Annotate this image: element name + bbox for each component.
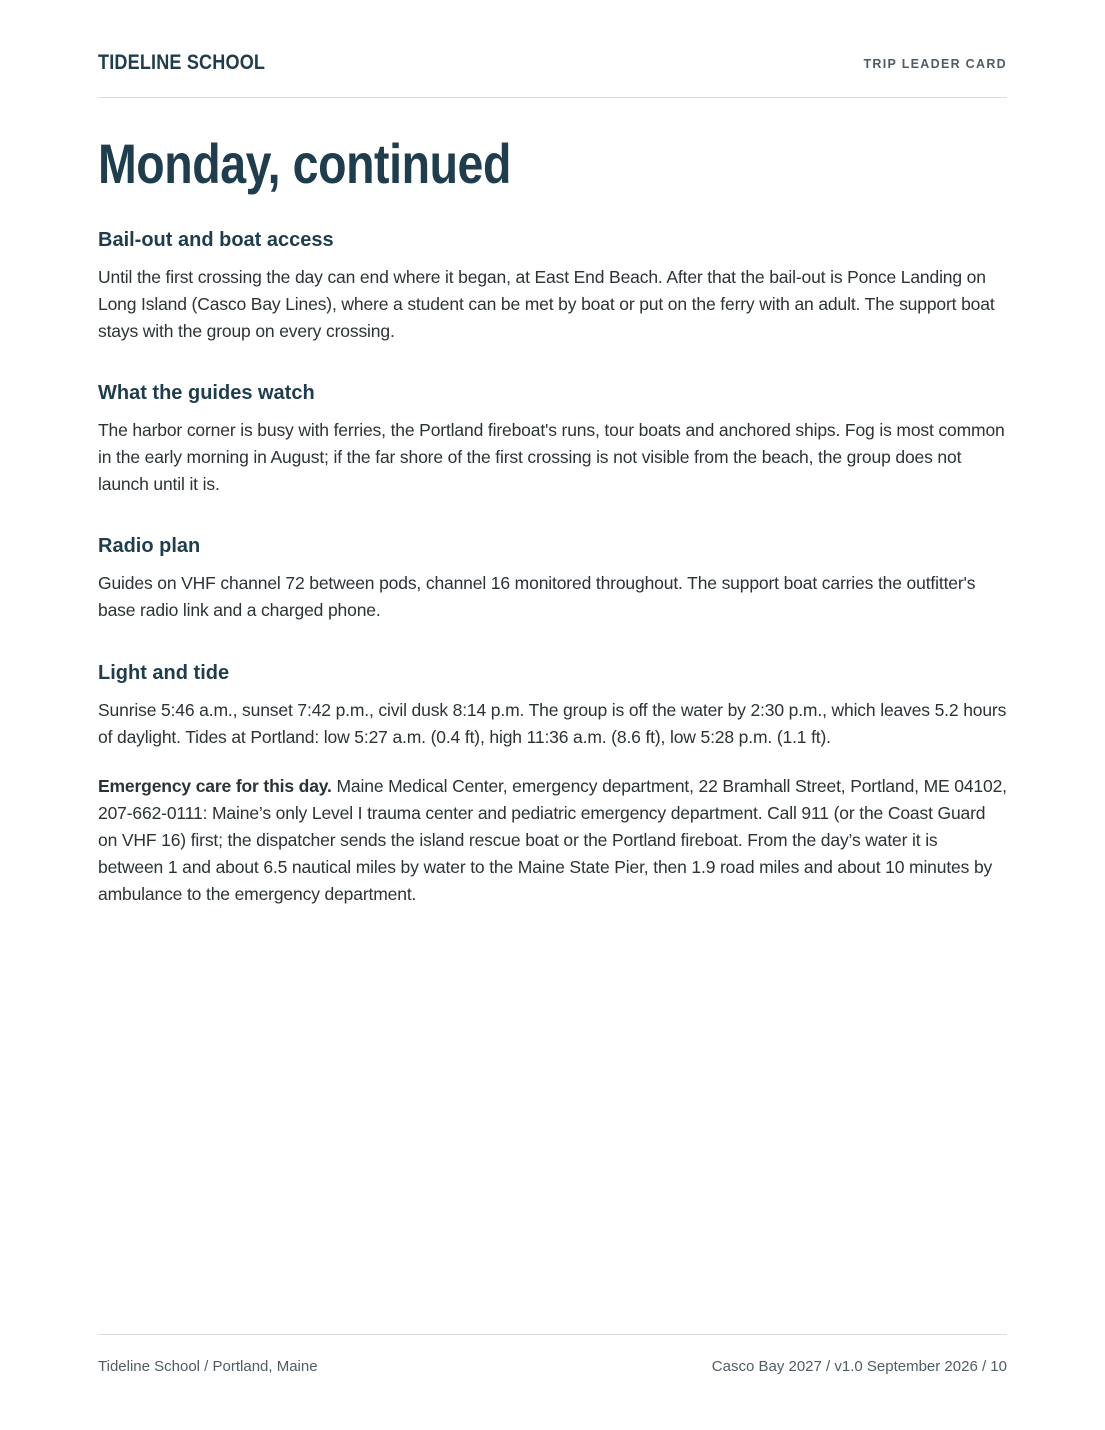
emergency-care-paragraph bbox=[98, 773, 1007, 908]
page-header bbox=[98, 50, 1007, 98]
section-bail-out bbox=[98, 226, 1007, 345]
document-page bbox=[98, 0, 1007, 1430]
section-light-and-tide bbox=[98, 659, 1007, 751]
emergency-care-body: Maine Medical Center, emergency department, 22 Bramhall Street, Portland, ME 04102, 207-662-0111: Maine’s only Level I trauma center and pediatric emergency department. Call 911 (or the Coast Guard on VHF 16) first; the dispatcher sends the island rescue boat or the Portland fireboat. From the day’s water it is between 1 and about 6.5 nautical miles by water to the Maine State Pier, then 1.9 road miles and about 10 minutes by ambulance to the emergency department. bbox=[98, 776, 1007, 904]
section-body: The harbor corner is busy with ferries, the Portland fireboat's runs, tour boats and anchored ships. Fog is most common in the early morning in August; if the far shore of the first crossing is not visible from the beach, the group does not launch until it is. bbox=[98, 420, 1005, 494]
section-body: Sunrise 5:46 a.m., sunset 7:42 p.m., civil dusk 8:14 p.m. The group is off the water by 2:30 p.m., which leaves 5.2 hours of daylight. Tides at Portland: low 5:27 a.m. (0.4 ft), high 11:36 a.m. (8.6 ft), low 5:28 p.m. (1.1 ft). bbox=[98, 700, 1007, 747]
section-radio-plan bbox=[98, 532, 1007, 624]
section-heading: Bail-out and boat access bbox=[98, 229, 334, 251]
section-body: Until the first crossing the day can end where it began, at East End Beach. After that the bail-out is Ponce Landing on Long Island (Casco Bay Lines), where a student can be met by boat or put on the ferry with an adult. The support boat stays with the group on every crossing. bbox=[98, 267, 995, 341]
page-title: Monday, continued bbox=[98, 132, 511, 195]
section-heading: Radio plan bbox=[98, 535, 201, 557]
footer-version-page: Casco Bay 2027 / v1.0 September 2026 / 10 bbox=[711, 1358, 1007, 1375]
section-body: Guides on VHF channel 72 between pods, channel 16 monitored throughout. The support boat carries the outfitter's base radio link and a charged phone. bbox=[98, 573, 976, 620]
page-footer bbox=[98, 1334, 1007, 1385]
section-guides-watch bbox=[98, 379, 1007, 498]
emergency-care-label: Emergency care for this day. bbox=[98, 776, 332, 796]
footer-organization: Tideline School / Portland, Maine bbox=[98, 1358, 318, 1375]
section-heading: What the guides watch bbox=[98, 382, 315, 404]
section-heading: Light and tide bbox=[98, 662, 230, 684]
document-type-label: TRIP LEADER CARD bbox=[863, 57, 1007, 71]
brand-name: TIDELINE SCHOOL bbox=[98, 51, 266, 74]
